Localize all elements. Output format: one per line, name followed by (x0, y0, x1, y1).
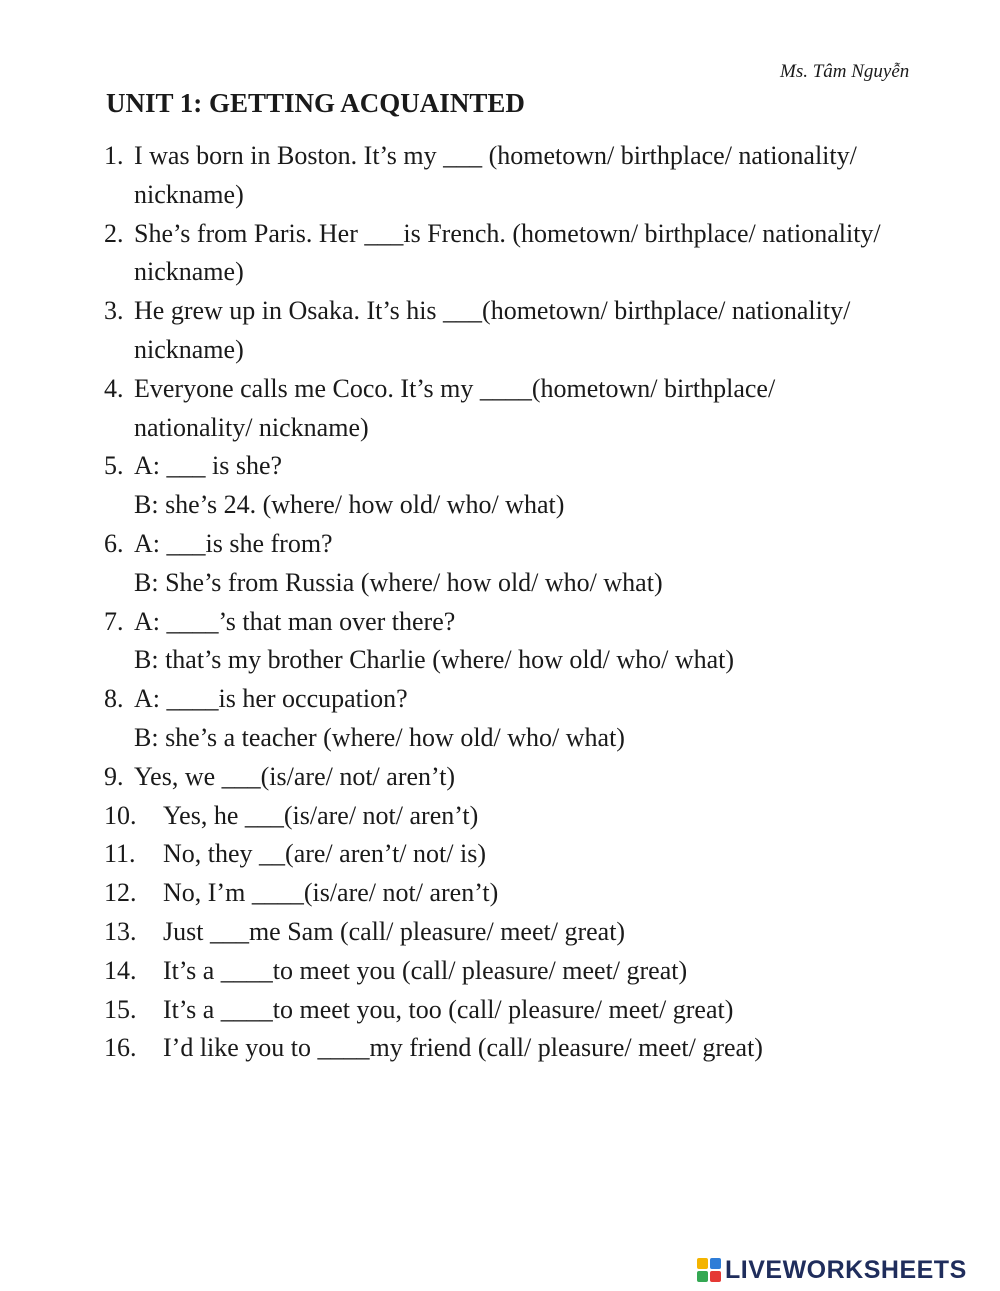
logo-square-yellow (697, 1258, 708, 1269)
dialogue-line-b: B: she’s 24. (where/ how old/ who/ what) (134, 490, 565, 520)
logo-square-blue (710, 1258, 721, 1269)
question-item (104, 215, 984, 293)
question-item (104, 874, 984, 913)
question-item (104, 447, 984, 525)
dialogue-line-a: A: ___ is she? (134, 451, 283, 481)
question-number: 15. (104, 994, 137, 1024)
question-number: 14. (104, 955, 137, 985)
question-number: 11. (104, 839, 136, 869)
question-item (104, 603, 984, 681)
question-text: No, I’m ____(is/are/ not/ aren’t) (163, 878, 499, 908)
question-number: 13. (104, 916, 137, 946)
question-item (104, 952, 984, 991)
question-number: 6. (104, 528, 124, 558)
question-number: 16. (104, 1033, 137, 1063)
question-item (104, 797, 984, 836)
question-number: 7. (104, 606, 124, 636)
question-number: 8. (104, 684, 124, 714)
question-item (104, 835, 984, 874)
question-item (104, 913, 984, 952)
question-number: 1. (104, 141, 124, 170)
question-number: 5. (104, 451, 124, 481)
question-item (104, 1029, 984, 1068)
question-text: No, they __(are/ aren’t/ not/ is) (163, 839, 486, 869)
question-text: I was born in Boston. It’s my ___ (hometown/ birthplace/ nationality/ (134, 141, 857, 170)
dialogue-line-a: A: ____is her occupation? (134, 684, 408, 714)
question-text-cont: nickname) (134, 257, 244, 287)
dialogue-line-b: B: she’s a teacher (where/ how old/ who/ what) (134, 722, 625, 752)
liveworksheets-brand[interactable] (697, 1255, 967, 1285)
logo-square-green (697, 1271, 708, 1282)
logo-square-red (710, 1271, 721, 1282)
question-text: Yes, he ___(is/are/ not/ aren’t) (163, 800, 479, 830)
question-number: 10. (104, 800, 137, 830)
question-text-cont: nationality/ nickname) (134, 412, 369, 442)
dialogue-line-b: B: She’s from Russia (where/ how old/ who/ what) (134, 567, 663, 597)
brand-text: LIVEWORKSHEETS (725, 1255, 967, 1284)
question-text: It’s a ____to meet you (call/ pleasure/ meet/ great) (163, 955, 688, 985)
author-name: Ms. Tâm Nguyễn (780, 61, 910, 82)
question-item (104, 991, 984, 1030)
question-number: 12. (104, 878, 137, 908)
question-item (104, 525, 984, 603)
question-text: He grew up in Osaka. It’s his ___(hometown/ birthplace/ nationality/ (134, 296, 851, 326)
question-list (104, 137, 984, 1068)
page-title: UNIT 1: GETTING ACQUAINTED (106, 88, 525, 118)
question-text: I’d like you to ____my friend (call/ pleasure/ meet/ great) (163, 1033, 763, 1063)
question-number: 2. (104, 218, 124, 248)
question-item (104, 292, 984, 370)
question-number: 3. (104, 296, 124, 326)
question-item (104, 758, 984, 797)
question-text-cont: nickname) (134, 334, 244, 364)
question-text: She’s from Paris. Her ___is French. (hometown/ birthplace/ nationality/ (134, 218, 881, 248)
dialogue-line-a: A: ___is she from? (134, 528, 333, 558)
question-item (104, 370, 984, 448)
question-text: Yes, we ___(is/are/ not/ aren’t) (134, 761, 456, 791)
question-text: Just ___me Sam (call/ pleasure/ meet/ great) (163, 916, 626, 946)
question-number: 9. (104, 761, 124, 791)
question-item (104, 680, 984, 758)
liveworksheets-logo-icon (697, 1258, 721, 1282)
question-text: It’s a ____to meet you, too (call/ pleasure/ meet/ great) (163, 994, 734, 1024)
dialogue-line-a: A: ____’s that man over there? (134, 606, 456, 636)
question-text: Everyone calls me Coco. It’s my ____(hometown/ birthplace/ (134, 373, 776, 403)
question-text-cont: nickname) (134, 179, 244, 209)
question-number: 4. (104, 373, 124, 403)
question-item (104, 137, 984, 215)
dialogue-line-b: B: that’s my brother Charlie (where/ how old/ who/ what) (134, 645, 735, 675)
